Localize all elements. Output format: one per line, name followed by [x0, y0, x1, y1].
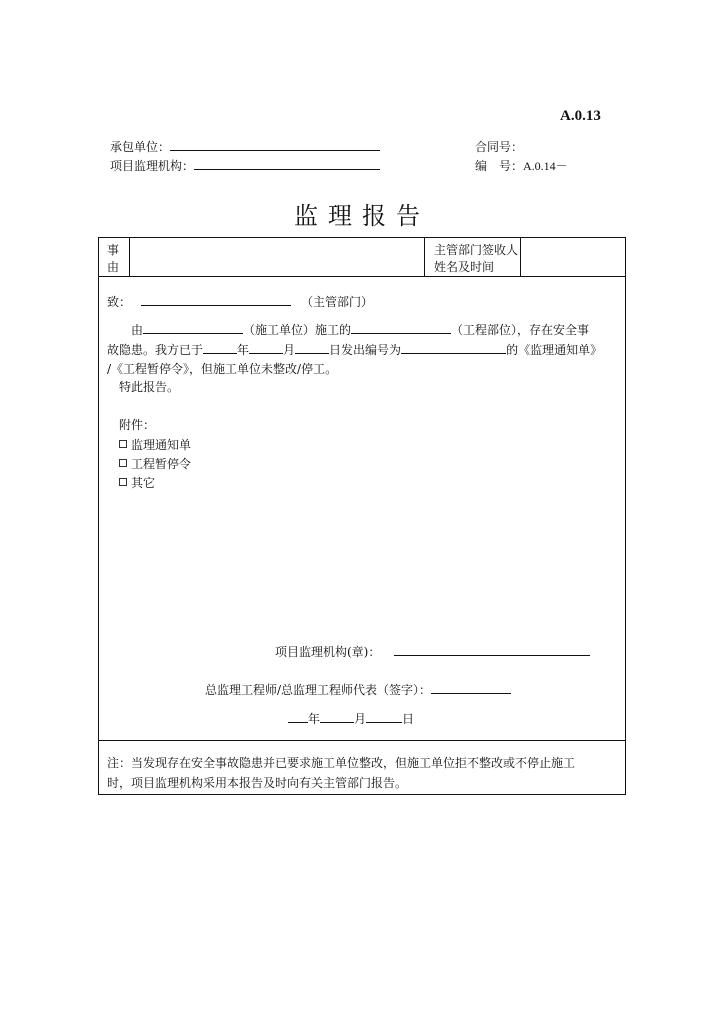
to-suffix: （主管部门）	[301, 295, 374, 309]
sig-org-row	[275, 643, 590, 660]
serial-row	[475, 157, 568, 174]
date-day-label: 日	[402, 712, 415, 726]
p2-text-a: 故隐患。我方已于	[107, 343, 204, 357]
p1-text-c: （工程部位），存在安全事	[451, 323, 590, 337]
checkbox[interactable]	[119, 459, 127, 467]
p1-text-a: 由	[131, 323, 144, 337]
serial-label: 编 号：	[475, 159, 524, 173]
notice-month-field[interactable]	[249, 341, 283, 354]
serial-value: A.0.14－	[523, 159, 568, 173]
date-year-field[interactable]	[288, 710, 308, 723]
sign-field[interactable]	[521, 238, 625, 276]
note-line-1: 注：当发现存在安全事故隐患并已要求施工单位整改，但施工单位拒不整改或不停止施工	[107, 756, 576, 770]
date-month-label: 月	[354, 712, 367, 726]
attachment-label: 其它	[131, 476, 156, 490]
to-row	[107, 293, 373, 310]
paragraph-3: /《工程暂停令》，但施工单位未整改/停工。	[107, 362, 338, 376]
notice-number-field[interactable]	[401, 341, 506, 354]
contractor-field[interactable]	[170, 138, 380, 151]
contractor-label: 承包单位：	[110, 140, 171, 154]
date-day-field[interactable]	[366, 710, 402, 723]
supervision-org-field[interactable]	[194, 157, 380, 170]
p2-text-e: 的《监理通知单》	[506, 343, 603, 357]
p1-text-b: （施工单位）施工的	[243, 323, 352, 337]
sign-label: 主管部门签收人姓名及时间	[434, 243, 519, 274]
attach-label: 附件：	[119, 418, 156, 432]
report-form	[98, 237, 626, 795]
divider	[99, 276, 625, 277]
date-year-label: 年	[308, 712, 321, 726]
note-line-2: 时，项目监理机构采用本报告及时向有关主管部门报告。	[107, 776, 408, 790]
sig-org-label: 项目监理机构(章)：	[275, 645, 381, 659]
date-row	[288, 710, 414, 727]
notice-day-field[interactable]	[295, 341, 329, 354]
divider	[424, 238, 425, 276]
p2-day: 日发出编号为	[329, 343, 402, 357]
sig-engineer-label: 总监理工程师/总监理工程师代表（签字）：	[205, 683, 432, 697]
p2-year: 年	[237, 343, 250, 357]
unit-field[interactable]	[143, 321, 243, 334]
supervision-org-label: 项目监理机构：	[110, 159, 195, 173]
divider	[99, 740, 625, 741]
sig-engineer-field[interactable]	[431, 681, 511, 694]
attachment-label: 监理通知单	[131, 438, 192, 452]
paragraph-1	[131, 321, 589, 338]
notice-year-field[interactable]	[203, 341, 237, 354]
event-label: 事由	[107, 243, 120, 274]
attachment-item[interactable]	[119, 455, 191, 472]
location-field[interactable]	[351, 321, 451, 334]
form-code: A.0.13	[560, 108, 601, 124]
attachment-item[interactable]	[119, 474, 155, 491]
page-title: 监理报告	[294, 202, 430, 230]
event-field[interactable]	[130, 238, 424, 276]
date-month-field[interactable]	[320, 710, 354, 723]
supervision-org-row	[110, 157, 380, 174]
contractor-row	[110, 138, 380, 155]
to-field[interactable]	[141, 293, 291, 306]
to-label: 致：	[107, 295, 132, 309]
checkbox[interactable]	[119, 440, 127, 448]
checkbox[interactable]	[119, 478, 127, 486]
sig-engineer-row	[205, 681, 511, 698]
p2-month: 月	[283, 343, 296, 357]
sig-org-field[interactable]	[394, 643, 590, 656]
contract-no-label: 合同号：	[475, 140, 524, 154]
attachment-label: 工程暂停令	[131, 457, 192, 471]
attachment-item[interactable]	[119, 436, 191, 453]
paragraph-4: 特此报告。	[119, 380, 180, 394]
paragraph-2	[107, 341, 602, 358]
